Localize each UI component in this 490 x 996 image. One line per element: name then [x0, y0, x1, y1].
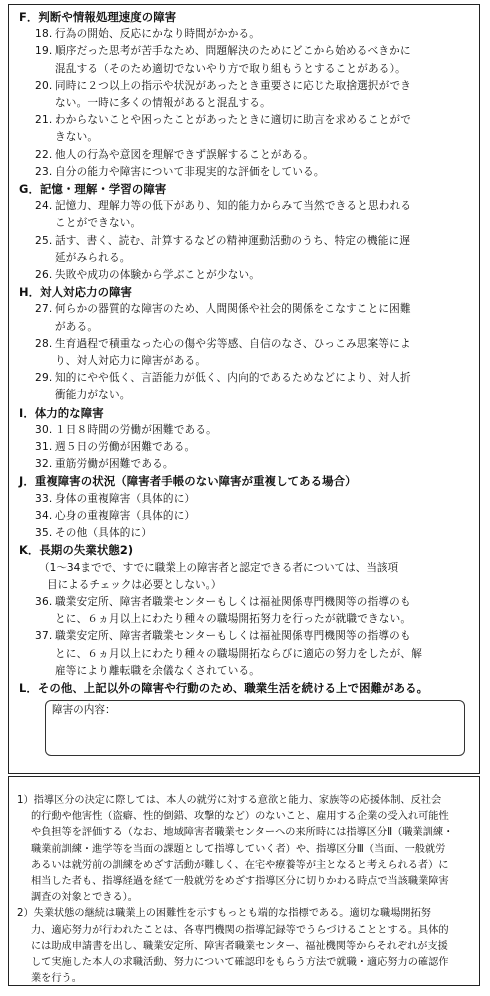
item-text: 身体の重複障害（具体的に	[55, 492, 185, 505]
item-text: 他人の行為や意図を理解できず誤解することがある。	[55, 148, 315, 161]
checklist-item-line	[35, 233, 471, 250]
item-number: 26.	[35, 269, 53, 282]
checklist-item-line: 延がみられる。	[55, 251, 131, 264]
section-heading: I．体力的な障害	[19, 405, 104, 420]
checklist-item[interactable]	[19, 594, 471, 628]
footnote-line: 2）失業状態の継続は職業上の困難性を示すもっとも端的な指標である。適切な職場開拓努	[17, 908, 431, 920]
section-heading: K．長期の失業状態2)	[19, 543, 134, 558]
item-number: 29.	[35, 372, 53, 385]
checklist-item-line: とに、６ヵ月以上にわたり種々の職場開拓努力を行ったが就職できない。	[55, 613, 412, 626]
checklist-item[interactable]	[19, 267, 471, 284]
checklist-item-line	[35, 628, 471, 645]
item-number: 25.	[35, 234, 53, 247]
footnote-line: 相当した者も、指導経過を経て一般就労をめざす指導区分に切りかわる時点で当該職業障害	[31, 876, 449, 888]
closing-paren: ）	[184, 509, 196, 522]
checklist-item[interactable]	[19, 370, 471, 404]
item-number: 24.	[35, 200, 53, 213]
footnote	[17, 906, 471, 987]
section-heading: F．判断や情報処理速度の障害	[19, 10, 177, 24]
footnote-line: 職業前訓練・進学等を当面の課題として指導していく者）や、指導区分Ⅲ（当面、一般就労	[31, 843, 446, 855]
item-number: 28.	[35, 337, 53, 350]
item-text: 何らかの器質的な障害のため、人間関係や社会的関係をこなすことに困難	[55, 303, 411, 316]
checklist-item[interactable]	[19, 439, 471, 456]
item-number: 20.	[35, 79, 53, 92]
checklist-item[interactable]	[19, 164, 471, 181]
item-number: 18.	[35, 28, 53, 41]
checklist-item-line	[35, 525, 471, 542]
footnote-line: 業を行う。	[31, 973, 82, 985]
checklist-item-line: とに、６ヵ月以上にわたり種々の職場開拓ならびに適応の努力をしたが、解	[55, 647, 422, 660]
item-text: 生育過程で積重なった心の傷や劣等感、自信のなさ、ひっこみ思案等によ	[55, 337, 411, 350]
item-number: 21.	[35, 114, 53, 127]
section-note	[19, 560, 471, 594]
item-number: 23.	[35, 165, 53, 178]
item-text: 知的にやや低く、言語能力が低く、内向的であるためなどにより、対人折	[55, 372, 411, 385]
checklist-item[interactable]	[19, 233, 471, 267]
checklist-item-line	[35, 26, 471, 43]
item-number: 19.	[35, 45, 53, 58]
checklist-item-line	[35, 78, 471, 95]
item-text: その他（具体的に	[55, 527, 142, 540]
checklist-item-line	[35, 370, 471, 387]
checklist-item-line	[35, 508, 471, 525]
checklist-item-line	[35, 267, 471, 284]
checklist-item-line: 雇等により離転職を余儀なくされている。	[55, 664, 261, 677]
footnote-line: 的行動や他害性（盗癖、性的倒錯、攻撃的など）のないこと、雇用する企業の受入れ可能性	[31, 811, 449, 823]
item-text: １日８時間の労働が困難である。	[55, 423, 217, 436]
checklist-item[interactable]	[19, 112, 471, 146]
section-heading: H．対人対応力の障害	[19, 285, 133, 300]
item-number: 32.	[35, 458, 53, 471]
item-number: 22.	[35, 148, 53, 161]
section-note-line: （1～34までで、すでに職業上の障害者と認定できる者については、当該項	[39, 561, 399, 574]
item-number: 31.	[35, 441, 53, 454]
item-number: 37.	[35, 630, 53, 643]
item-text: わからないことや困ったことがあったときに適切に助言を求めることがで	[55, 114, 412, 127]
item-text: 重筋労働が困難である。	[55, 458, 174, 471]
item-text: 自分の能力や障害について非現実的な評価をしている。	[55, 165, 325, 178]
checklist-item[interactable]	[19, 628, 471, 680]
checklist-item-line	[35, 147, 471, 164]
checklist-item-line: ない。一時に多くの情報があると混乱する。	[55, 97, 271, 110]
checklist-item-line: がある。	[55, 320, 99, 333]
item-text: 記憶力、理解力等の低下があり、知的能力からみて当然できると思われる	[55, 200, 412, 213]
checklist-item-line	[35, 301, 471, 318]
checklist-item-line	[35, 164, 471, 181]
section-note-line: 目によるチェックは必要としない。）	[47, 578, 222, 591]
checklist-item[interactable]	[19, 508, 471, 525]
closing-paren: ）	[141, 527, 153, 540]
checklist-item[interactable]	[19, 456, 471, 473]
item-number: 27.	[35, 303, 53, 316]
item-text: 職業安定所、障害者職業センターもしくは福祉関係専門機関等の指導のも	[55, 630, 411, 643]
checklist-item-line	[35, 43, 471, 60]
checklist-item-line	[35, 439, 471, 456]
checklist-item-line	[35, 491, 471, 508]
checklist-item-line	[35, 198, 471, 215]
checklist-item-line: 混乱する（そのため適切でないやり方で取り組もうとすることがある）。	[55, 62, 406, 75]
checklist-item-line	[35, 594, 471, 611]
checklist-item[interactable]	[19, 147, 471, 164]
checklist-item-line: り、対人対応力に障害がある。	[55, 355, 207, 368]
item-text: 順序だった思考が苦手なため、問題解決のためにどこから始めるべきかに	[55, 45, 411, 58]
checklist-item-line	[35, 422, 471, 439]
checklist-item[interactable]	[19, 491, 471, 508]
checklist-item[interactable]	[19, 198, 471, 232]
item-number: 30.	[35, 423, 53, 436]
checklist-box	[8, 4, 480, 774]
footnote	[17, 793, 471, 906]
section-heading: G．記憶・理解・学習の障害	[19, 182, 167, 197]
footnote-line: や負担等を評価する（なお、地域障害者職業センターへの来所時には指導区分Ⅱ（職業訓練・	[31, 827, 454, 839]
checklist-item[interactable]	[19, 78, 471, 112]
footnote-line: には助成申請書を出し、職業安定所、障害者職業センター、福祉機関等からそれぞれが支援	[31, 940, 448, 952]
checklist-item[interactable]	[19, 26, 471, 43]
checklist-item[interactable]	[19, 525, 471, 542]
checklist-item[interactable]	[19, 336, 471, 370]
item-text: 同時に２つ以上の指示や状況があったとき重要さに応じた取捨選択ができ	[55, 79, 412, 92]
checklist-item-line	[35, 456, 471, 473]
checklist-item-line	[35, 336, 471, 353]
section-heading: L．その他、上記以外の障害や行動のため、職業生活を続ける上で困難がある。	[19, 680, 429, 695]
item-text: 行為の開始、反応にかなり時間がかかる。	[55, 28, 261, 41]
checklist-item[interactable]	[19, 43, 471, 77]
section-heading: J．重複障害の状況（障害者手帳のない障害が重複してある場合）	[19, 474, 357, 489]
item-number: 34.	[35, 509, 53, 522]
item-text: 心身の重複障害（具体的に	[55, 509, 185, 522]
item-text: 話す、書く、読む、計算するなどの精神運動活動のうち、特定の機能に遅	[55, 234, 411, 247]
item-text: 職業安定所、障害者職業センターもしくは福祉関係専門機関等の指導のも	[55, 595, 411, 608]
footnote-line: 1）指導区分の決定に際しては、本人の就労に対する意欲と能力、家族等の応援体制、反社会	[17, 795, 442, 806]
item-number: 36.	[35, 595, 53, 608]
checklist-item-line: きない。	[55, 131, 99, 144]
footnote-line: 力、適応努力が行われたことは、各専門機関の指導記録等でうらづけることとする。具体的	[31, 924, 449, 936]
footnotes-box	[8, 776, 480, 986]
checklist-item-line: 衝能力がない。	[55, 389, 131, 402]
item-number: 35.	[35, 527, 53, 540]
footnote-line: して実施した本人の求職活動、努力について確認印をもらう方法で就職・適応努力の確認作	[31, 957, 449, 969]
footnote-line: 調査の対象とできる）。	[31, 892, 138, 904]
item-text: 失敗や成功の体験から学ぶことが少ない。	[55, 269, 261, 282]
checklist-item-line	[35, 112, 471, 129]
disability-detail-label: 障害の内容：	[52, 704, 116, 717]
footnote-line: あるいは就労前の訓練をめざす活動が難しく、在宅や療養等が主となると考えられる者）に	[31, 859, 449, 871]
checklist-item[interactable]	[19, 422, 471, 439]
closing-paren: ）	[184, 492, 196, 505]
disability-detail-field[interactable]	[45, 700, 465, 756]
item-number: 33.	[35, 492, 53, 505]
checklist-item[interactable]	[19, 301, 471, 335]
item-text: 週５日の労働が困難である。	[55, 441, 196, 454]
checklist-item-line: ことができない。	[55, 217, 142, 230]
